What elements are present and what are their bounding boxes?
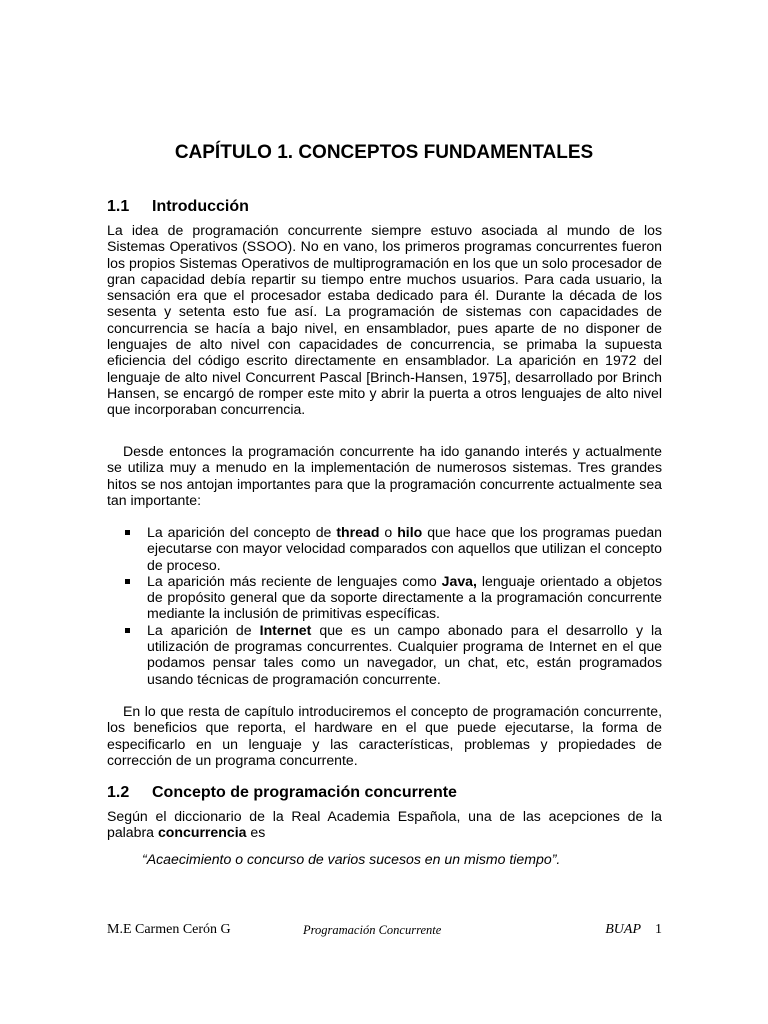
footer-course: Programación Concurrente [303, 923, 442, 937]
bullet-text: lenguaje orientado a objetos de propósito general que da soporte directamente a la programación concurrente mediante la inclusión de primitivas específicas. [147, 572, 662, 622]
bullet-icon [125, 530, 130, 535]
concept-paragraph [107, 808, 662, 841]
bullet-term: thread [336, 524, 380, 540]
definition-quote: “Acaecimiento o concurso de varios sucesos en un mismo tiempo”. [142, 851, 561, 867]
list-item [107, 622, 662, 687]
list-item [107, 573, 662, 622]
section-heading-introduccion [107, 197, 249, 217]
intro-paragraph-3: En lo que resta de capítulo introduciremos el concepto de programación concurrente, los beneficios que reporta, el hardware en el que puede ejecutarse, la forma de especificarlo en un lenguaje y las características, problemas y propiedades de corrección de un programa concurrente. [107, 703, 662, 768]
section-title: Introducción [152, 198, 249, 215]
bullet-text: que es un campo abonado para el desarrollo y la utilización de programas concurrentes. Cualquier programa de Internet en el que podamos pensar tales como un navegador, un chat, etc, están programados usando técnicas de programación concurrente. [147, 621, 662, 687]
bullet-text: La aparición más reciente de lenguajes como [147, 572, 442, 589]
section-title: Concepto de programación concurrente [152, 784, 457, 801]
bullet-text: La aparición del concepto de [147, 524, 337, 540]
paragraph-term: concurrencia [157, 824, 247, 841]
intro-paragraph-2: Desde entonces la programación concurrente ha ido ganando interés y actualmente se utiliza muy a menudo en la implementación de numerosos sistemas. Tres grandes hitos se nos antojan importantes para que la programación concurrente actualmente sea tan importante: [107, 443, 662, 508]
section-number: 1.2 [107, 784, 130, 801]
bullet-term: Internet [259, 621, 312, 638]
list-item [107, 524, 662, 573]
bullet-icon [125, 628, 130, 633]
page-footer [107, 921, 662, 939]
intro-paragraph-1: La idea de programación concurrente siempre estuvo asociada al mundo de los Sistemas Operativos (SSOO). No en vano, los primeros programas concurrentes fueron los propios Sistemas Operativos de multiprogramación en los que un solo procesador de gran capacidad debía repartir su tiempo entre muchos usuarios. Para cada usuario, la sensación era que el procesador estaba dedicado para él. Durante la década de los sesenta y setenta esto fue así. La programación de sistemas con capacidades de concurrencia se hacía a bajo nivel, en ensamblador, pues aparte de no disponer de lenguajes de alto nivel con capacidades de concurrencia, se primaba la supuesta eficiencia del código escrito directamente en ensamblador. La aparición en 1972 del lenguaje de alto nivel Concurrent Pascal [Brinch-Hansen, 1975], desarrollado por Brinch Hansen, se encargó de romper este mito y abrir la puerta a otros lenguajes de alto nivel que incorporaban concurrencia. [107, 222, 662, 418]
bullet-icon [125, 579, 130, 584]
chapter-title: CAPÍTULO 1. CONCEPTOS FUNDAMENTALES [174, 142, 594, 163]
section-heading-concepto [107, 783, 457, 803]
bullet-text: La aparición de [147, 621, 260, 638]
milestones-list [107, 524, 662, 687]
paragraph-text: Según el diccionario de la Real Academia Española, una de las acepciones de la palabra [107, 808, 662, 841]
footer-right [605, 921, 662, 939]
footer-author: M.E Carmen Cerón G [107, 922, 231, 937]
bullet-term: hilo [397, 524, 423, 540]
bullet-text: o [379, 524, 398, 540]
footer-institution: BUAP [605, 922, 641, 937]
footer-page-number: 1 [655, 922, 662, 937]
paragraph-text: es [246, 824, 266, 841]
bullet-term: Java, [441, 572, 477, 589]
bullet-text: que hace que los programas puedan ejecutarse con mayor velocidad comparados con aquellos que utilizan el concepto de proceso. [147, 524, 663, 573]
section-number: 1.1 [107, 198, 130, 215]
